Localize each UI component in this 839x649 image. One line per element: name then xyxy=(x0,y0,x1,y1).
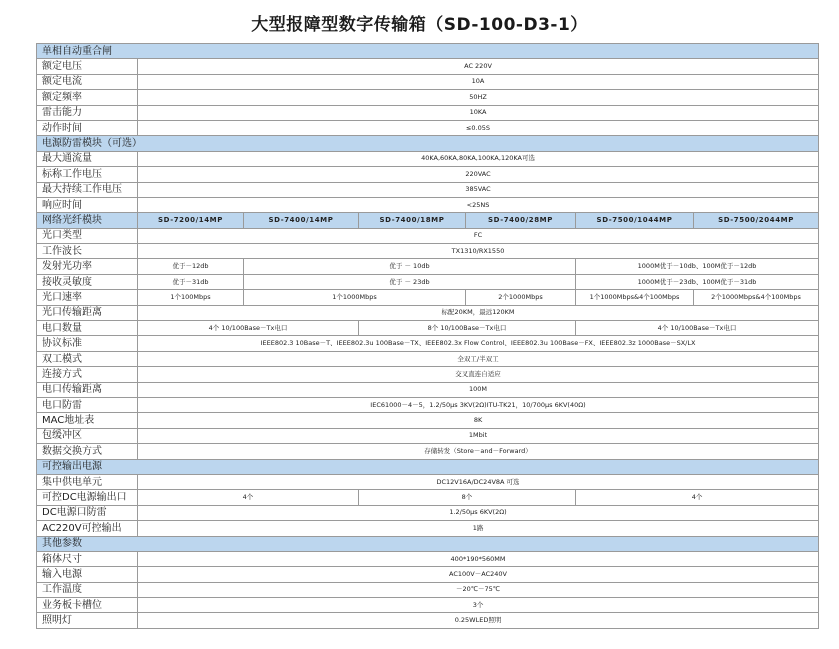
row-label: 电口数量 xyxy=(37,321,138,336)
row-label: 箱体尺寸 xyxy=(37,551,138,566)
row-label: 额定电压 xyxy=(37,59,138,74)
table-row xyxy=(37,182,819,197)
model-name: SD-7400/18MP xyxy=(359,213,466,228)
row-label: 光口传输距离 xyxy=(37,305,138,320)
table-row xyxy=(37,336,819,351)
row-label: MAC地址表 xyxy=(37,413,138,428)
model-name: SD-7400/14MP xyxy=(244,213,359,228)
row-value: AC 220V xyxy=(138,59,819,74)
row-value: 4个 10/100Base－Tx电口 xyxy=(576,321,819,336)
row-value: FC xyxy=(138,228,819,243)
table-row xyxy=(37,551,819,566)
row-label: DC电源口防雷 xyxy=(37,505,138,520)
page-title: 大型报障型数字传输箱（SD-100-D3-1） xyxy=(251,15,588,35)
row-value: 4个 xyxy=(576,490,819,505)
row-value: 0.25WLED照明 xyxy=(138,613,819,628)
model-name: SD-7400/28MP xyxy=(466,213,576,228)
table-row xyxy=(37,397,819,412)
row-label: 最大通流量 xyxy=(37,151,138,166)
section-power-header: 可控输出电源 xyxy=(37,459,819,474)
table-row xyxy=(37,413,819,428)
model-name: SD-7500/1044MP xyxy=(576,213,694,228)
row-label: 集中供电单元 xyxy=(37,474,138,489)
table-row xyxy=(37,598,819,613)
row-label: 额定频率 xyxy=(37,90,138,105)
row-label: 协议标准 xyxy=(37,336,138,351)
row-label: AC220V可控输出 xyxy=(37,521,138,536)
table-row xyxy=(37,444,819,459)
spec-table xyxy=(36,43,819,629)
table-row xyxy=(37,490,819,505)
table-row xyxy=(37,74,819,89)
section-surge-header: 电源防雷模块（可选） xyxy=(37,136,819,151)
row-value: 1路 xyxy=(138,521,819,536)
row-value: 存储转发（Store－and－Forward） xyxy=(138,444,819,459)
section-fiber-header: 网络光纤模块 xyxy=(37,213,138,228)
row-label: 数据交换方式 xyxy=(37,444,138,459)
row-value: <25NS xyxy=(138,197,819,212)
row-value: 1000M优于－10db、100M优于－12db xyxy=(576,259,819,274)
table-row xyxy=(37,351,819,366)
row-value: IEC61000－4－5，1.2/50μs 3KV(2Ω)ITU-TK21，10/700μs 6KV(40Ω) xyxy=(138,397,819,412)
table-row xyxy=(37,428,819,443)
table-row xyxy=(37,505,819,520)
model-name: SD-7500/2044MP xyxy=(694,213,819,228)
row-label: 光口速率 xyxy=(37,290,138,305)
row-value: 1.2/50μs 6KV(2Ω) xyxy=(138,505,819,520)
row-label: 电口传输距离 xyxy=(37,382,138,397)
table-row xyxy=(37,521,819,536)
table-row xyxy=(37,228,819,243)
row-value: IEEE802.3 10Base－T、IEEE802.3u 100Base－TX、IEEE802.3x Flow Control、IEEE802.3u 100Base－FX、IEEE802.3z 1000Base－SX/LX xyxy=(138,336,819,351)
table-row xyxy=(37,474,819,489)
row-value: 优于－12db xyxy=(138,259,244,274)
row-label: 工作波长 xyxy=(37,244,138,259)
table-row xyxy=(37,90,819,105)
row-value: 1个1000Mbps xyxy=(244,290,466,305)
row-label: 工作温度 xyxy=(37,582,138,597)
table-row xyxy=(37,244,819,259)
row-value: 40KA,60KA,80KA,100KA,120KA可选 xyxy=(138,151,819,166)
section-reclosing-header: 单相自动重合闸 xyxy=(37,44,819,59)
row-value: 8个 xyxy=(359,490,576,505)
row-value: 100M xyxy=(138,382,819,397)
row-value: 400*190*560MM xyxy=(138,551,819,566)
model-name: SD-7200/14MP xyxy=(138,213,244,228)
row-value: 2个1000Mbps xyxy=(466,290,576,305)
row-label: 接收灵敏度 xyxy=(37,274,138,289)
row-value: 10KA xyxy=(138,105,819,120)
row-value: 1个100Mbps xyxy=(138,290,244,305)
table-row xyxy=(37,120,819,135)
row-value: 2个1000Mbps&4个100Mbps xyxy=(694,290,819,305)
section-header-row xyxy=(37,459,819,474)
row-value: 优于－31db xyxy=(138,274,244,289)
table-row xyxy=(37,274,819,289)
row-value: 4个 xyxy=(138,490,359,505)
row-value: 交叉直连自适应 xyxy=(138,367,819,382)
table-row xyxy=(37,105,819,120)
model-header-row xyxy=(37,213,819,228)
table-row xyxy=(37,382,819,397)
table-row xyxy=(37,305,819,320)
row-label: 动作时间 xyxy=(37,120,138,135)
row-value: 优于 － 10db xyxy=(244,259,576,274)
row-label: 包缓冲区 xyxy=(37,428,138,443)
row-label: 雷击能力 xyxy=(37,105,138,120)
row-value: 1个1000Mbps&4个100Mbps xyxy=(576,290,694,305)
row-value: 全双工/半双工 xyxy=(138,351,819,366)
row-label: 最大持续工作电压 xyxy=(37,182,138,197)
row-value: ≤0.05S xyxy=(138,120,819,135)
row-value: 10A xyxy=(138,74,819,89)
table-row xyxy=(37,582,819,597)
section-header-row xyxy=(37,136,819,151)
row-value: －20℃－75℃ xyxy=(138,582,819,597)
row-value: TX1310/RX1550 xyxy=(138,244,819,259)
table-row xyxy=(37,197,819,212)
row-label: 额定电流 xyxy=(37,74,138,89)
table-row xyxy=(37,151,819,166)
row-value: 8个 10/100Base－Tx电口 xyxy=(359,321,576,336)
row-value: 标配20KM，最远120KM xyxy=(138,305,819,320)
row-label: 标称工作电压 xyxy=(37,167,138,182)
row-label: 发射光功率 xyxy=(37,259,138,274)
section-header-row xyxy=(37,44,819,59)
row-value: AC100V－AC240V xyxy=(138,567,819,582)
table-row xyxy=(37,59,819,74)
row-label: 双工模式 xyxy=(37,351,138,366)
row-label: 光口类型 xyxy=(37,228,138,243)
row-value: 8K xyxy=(138,413,819,428)
table-row xyxy=(37,613,819,628)
table-row xyxy=(37,259,819,274)
row-value: 3个 xyxy=(138,598,819,613)
row-label: 连接方式 xyxy=(37,367,138,382)
row-value: 优于 － 23db xyxy=(244,274,576,289)
table-row xyxy=(37,167,819,182)
table-row xyxy=(37,567,819,582)
section-other-header: 其他参数 xyxy=(37,536,819,551)
row-value: 50HZ xyxy=(138,90,819,105)
row-value: 220VAC xyxy=(138,167,819,182)
row-label: 输入电源 xyxy=(37,567,138,582)
row-label: 响应时间 xyxy=(37,197,138,212)
row-value: 4个 10/100Base－Tx电口 xyxy=(138,321,359,336)
row-value: 1Mbit xyxy=(138,428,819,443)
section-header-row xyxy=(37,536,819,551)
row-value: 385VAC xyxy=(138,182,819,197)
table-row xyxy=(37,290,819,305)
row-label: 可控DC电源输出口 xyxy=(37,490,138,505)
table-row xyxy=(37,321,819,336)
row-label: 照明灯 xyxy=(37,613,138,628)
table-row xyxy=(37,367,819,382)
row-value: 1000M优于－23db、100M优于－31db xyxy=(576,274,819,289)
row-value: DC12V16A/DC24V8A 可选 xyxy=(138,474,819,489)
row-label: 电口防雷 xyxy=(37,397,138,412)
row-label: 业务板卡槽位 xyxy=(37,598,138,613)
